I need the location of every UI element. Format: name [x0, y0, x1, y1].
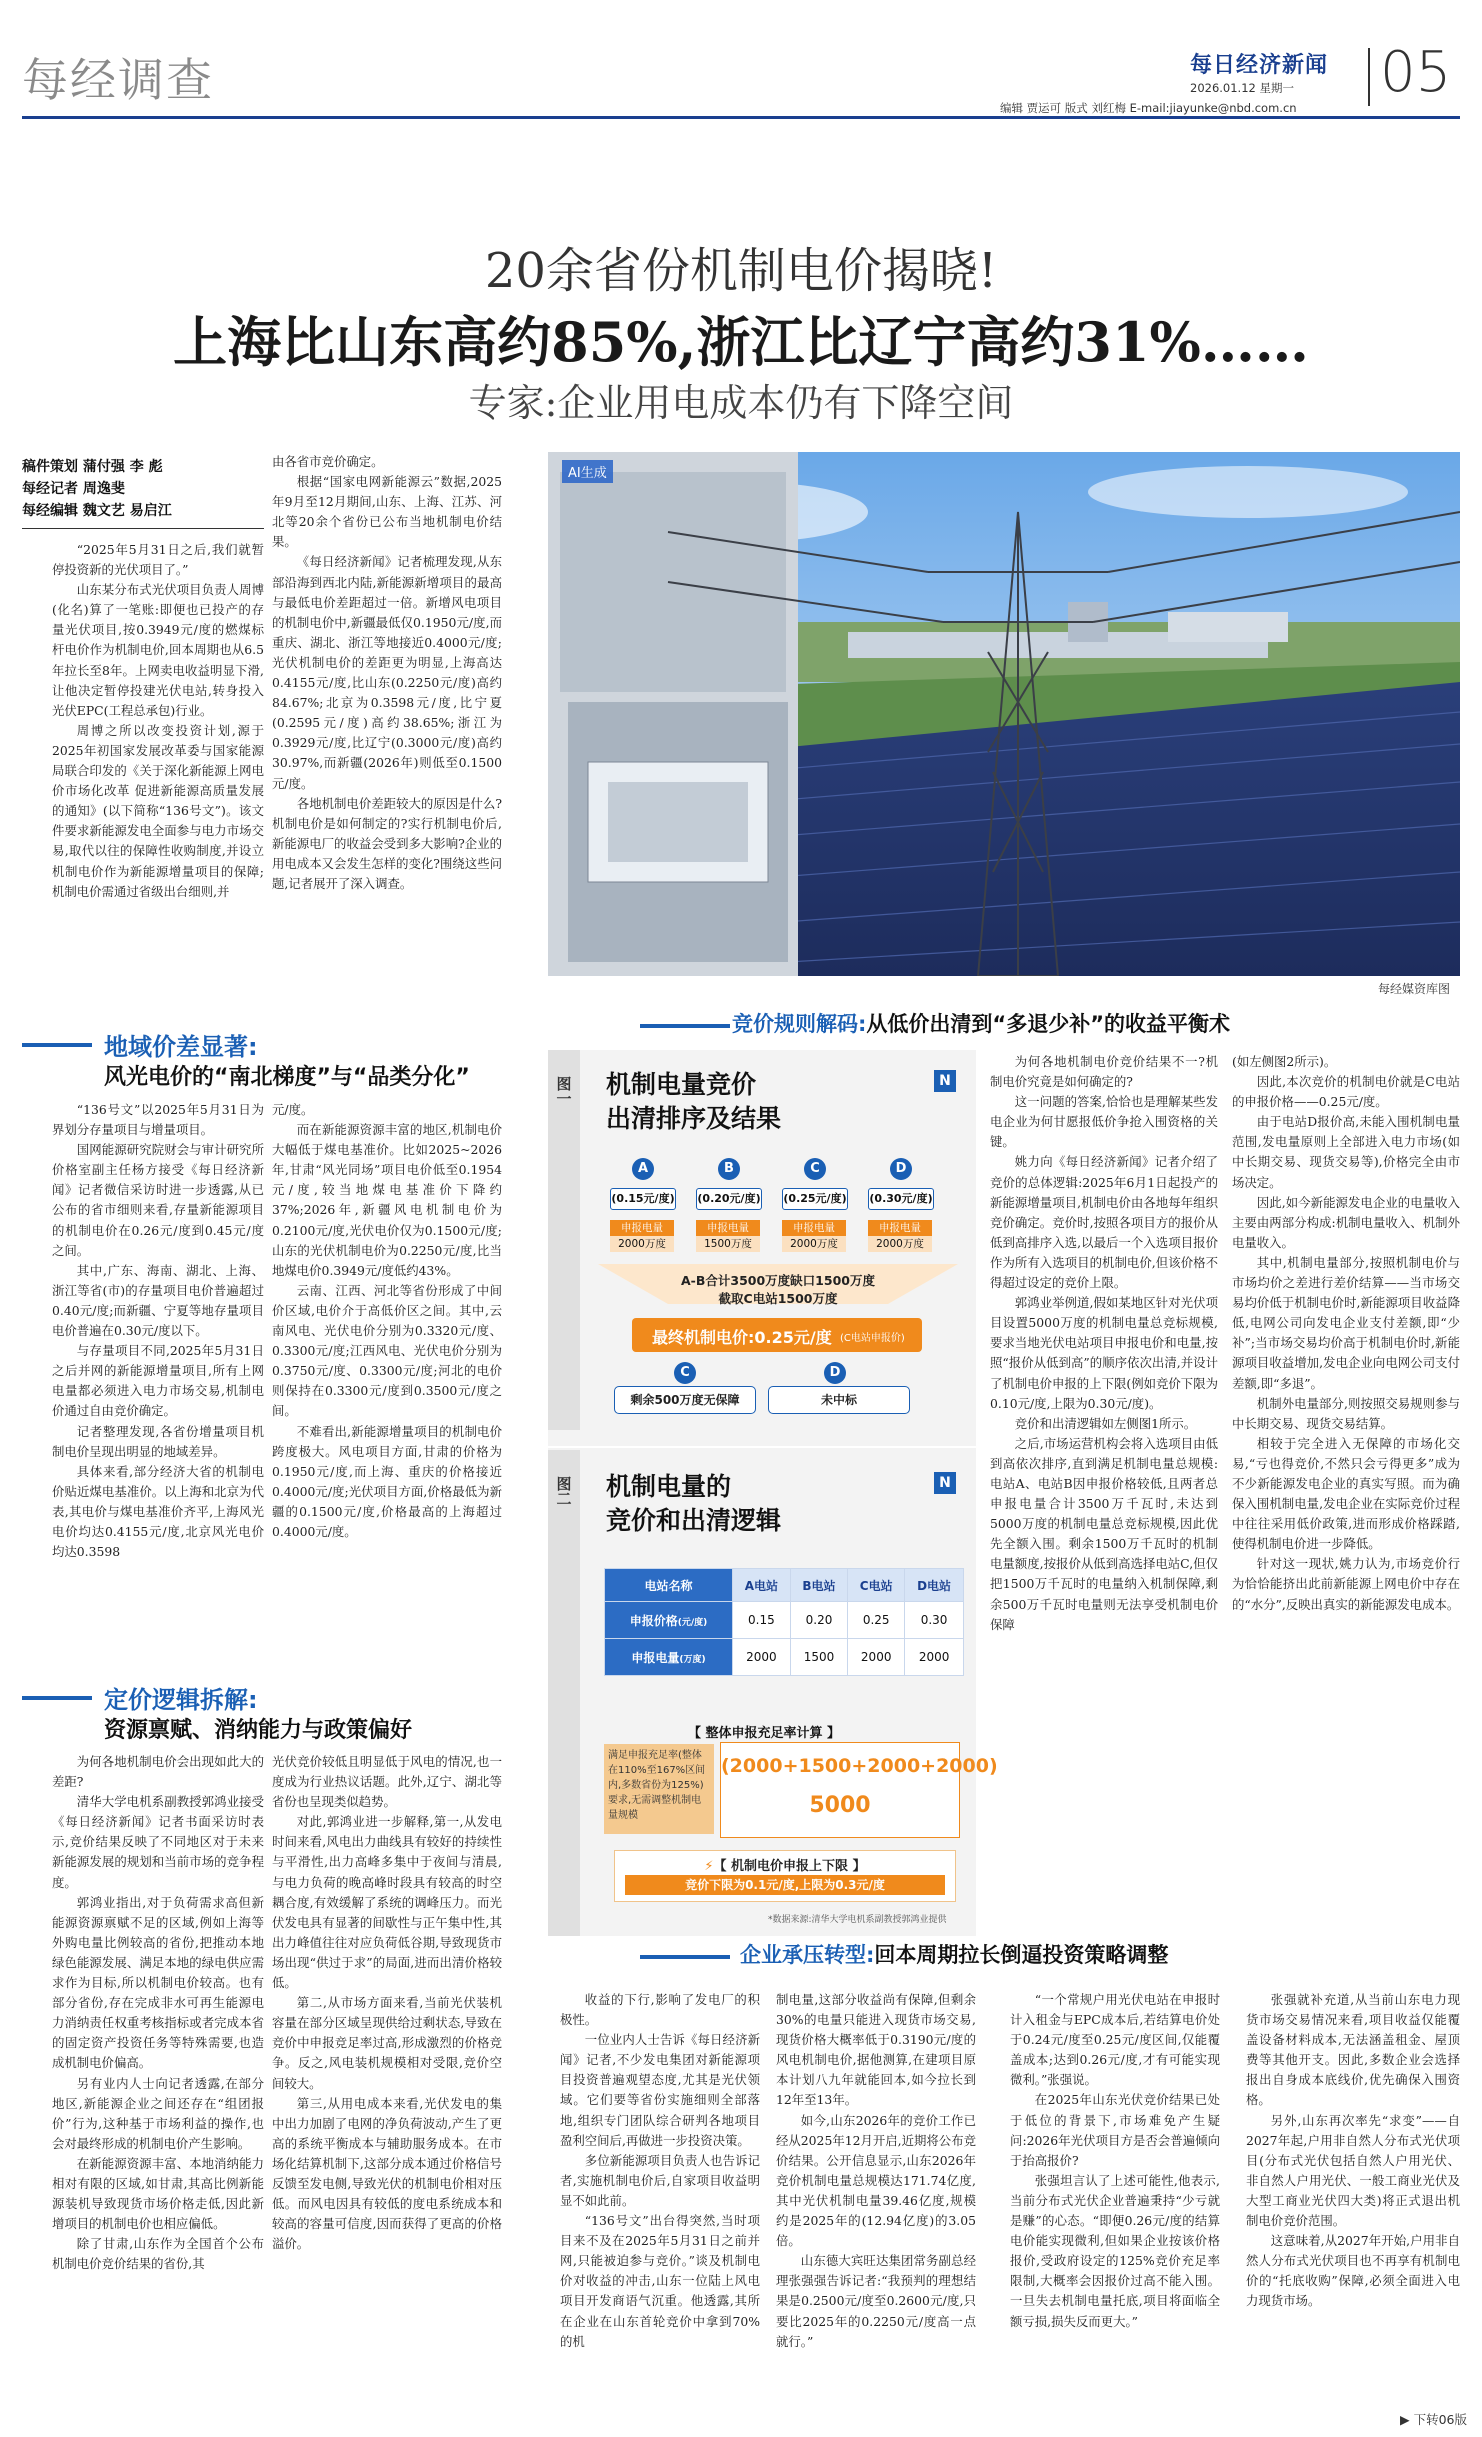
section4-column-1	[560, 1990, 760, 2402]
section-bar	[22, 1043, 92, 1047]
limits-text: 竞价下限为0.1元/度,上限为0.3元/度	[625, 1875, 945, 1895]
paragraph: 这一问题的答案,恰恰也是理解某些发电企业为何甘愿报低价争抢入围资格的关键。	[990, 1094, 1218, 1150]
section-bar	[640, 1955, 730, 1959]
paragraph: 姚力向《每日经济新闻》记者介绍了竞价的总体逻辑:2025年6月1日起投产的新能源增量项目,机制电价由各地每年组织竞价确定。竞价时,按照各项目方的报价从低到高排序入选,以最后一个入选项目报价作为所有入选项目的机制电价,但该价格不得超过设定的竞价上限。	[990, 1154, 1218, 1291]
paragraph: “2025年5月31日之后,我们就暂停投资新的光伏项目了。”	[52, 542, 264, 578]
paragraph: 因此,本次竞价的机制电价就是C电站的申报价格——0.25元/度。	[1232, 1074, 1460, 1110]
station-badge: C	[804, 1158, 826, 1180]
issue-date: 2026.01.12 星期一	[1190, 81, 1294, 95]
calc-total: 5000	[809, 1793, 871, 1818]
row-label: 申报电量(万度)	[605, 1639, 733, 1676]
credit-planning: 稿件策划 蒲付强 李 彪	[22, 459, 163, 475]
infographic	[548, 1050, 998, 1936]
table-header: B电站	[790, 1569, 847, 1602]
paragraph: 根据“国家电网新能源云”数据,2025年9月至12月期间,山东、上海、江苏、河北等20余个省份已公布当地机制电价结果。	[272, 474, 502, 550]
headline-subtitle: 专家:企业用电成本仍有下降空间	[468, 381, 1014, 425]
figure1-title: 机制电量竞价 出清排序及结果	[606, 1070, 782, 1133]
section4-column-4	[1246, 1990, 1460, 2402]
credit-rule	[22, 528, 264, 529]
funnel-summary: A-B合计3500万度缺口1500万度 截取C电站1500万度	[681, 1273, 875, 1306]
station-volume: 2000万度	[868, 1236, 932, 1252]
table-cell: 2000	[733, 1639, 791, 1676]
station-badge: B	[718, 1158, 740, 1180]
paragraph: “136号文”以2025年5月31日为界划分存量项目与增量项目。	[52, 1102, 264, 1138]
section-bar	[22, 1696, 92, 1700]
paragraph: 元/度。	[272, 1102, 314, 1117]
paragraph: 一位业内人士告诉《每日经济新闻》记者,不少发电集团对新能源项目投资普遍观望态度,尤其是光伏领域。它们要等省份实施细则全部落地,组织专门团队综合研判各地项目盈利空间后,再做进一步投资决策。	[560, 2032, 760, 2148]
section-bar	[640, 1024, 730, 1028]
paragraph: 为何各地机制电价竞价结果不一?机制电价究竟是如何确定的?	[990, 1054, 1218, 1090]
section-heading-3: 竞价规则解码:从低价出清到“多退少补”的收益平衡术	[732, 1012, 1231, 1036]
result-note: (C电站申报价)	[840, 1333, 905, 1344]
station-badge: D	[890, 1158, 912, 1180]
paragraph: 收益的下行,影响了发电厂的积极性。	[560, 1992, 760, 2028]
paragraph: 山东某分布式光伏项目负责人周博(化名)算了一笔账:即便也已投产的存量光伏项目,按0.3949元/度的燃煤标杆电价作为机制电价,回本周期也从6.5年拉长至8年。上网卖电收益明显下滑,让他决定暂停投建光伏电站,转身投入光伏EPC(工程总承包)行业。	[52, 582, 264, 718]
continued-note: ▶ 下转06版	[1400, 2412, 1468, 2427]
table-cell: 0.15	[733, 1602, 791, 1639]
page-number: 05	[1380, 40, 1452, 105]
limits-title: ⚡【 机制电价申报上下限 】	[704, 1859, 866, 1874]
paragraph: 其中,广东、海南、湖北、上海、浙江等省(市)的存量项目电价普遍超过0.40元/度;而新疆、宁夏等地存量项目电价普遍在0.30元/度以下。	[52, 1262, 264, 1339]
station-volume: 2000万度	[610, 1236, 674, 1252]
paragraph: 除了甘肃,山东作为全国首个公布机制电价竞价结果的省份,其	[52, 2236, 264, 2272]
paragraph: 清华大学电机系副教授郭鸿业接受《每日经济新闻》记者书面采访时表示,竞价结果反映了不同地区对于未来新能源发展的规划和当前市场的竞争程度。	[52, 1794, 264, 1890]
paragraph: 山东德大宾旺达集团常务副总经理张强强告诉记者:“我预判的理想结果是0.2500元/度至0.2600元/度,只要比2025年的0.2250元/度高一点就行。”	[776, 2253, 976, 2349]
paragraph: 《每日经济新闻》记者梳理发现,从东部沿海到西北内陆,新能源新增项目的最高与最低电价差距超过一倍。新增风电项目的机制电价中,新疆最低仅0.1950元/度,而重庆、湖北、浙江等地接近0.4000元/度;光伏机制电价的差距更为明显,上海高达0.4155元/度,比山东(0.2250元/度)高约84.67%;北京为0.3598元/度,比宁夏(0.2595元/度)高约38.65%;浙江为0.3929元/度,比辽宁(0.3000元/度)高约30.97%,而新疆(2026年)则低至0.1500元/度。	[272, 554, 502, 791]
paper-name: 每日经济新闻	[1190, 53, 1329, 78]
result-banner	[632, 1318, 922, 1352]
paragraph: 第二,从市场方面来看,当前光伏装机容量在部分区域呈现供给过剩状态,导致在竞价中申报竞足率过高,形成激烈的价格竞争。反之,风电装机规模相对受限,竞价空间较大。	[272, 1995, 502, 2091]
paragraph: (如左侧图2所示)。	[1232, 1054, 1337, 1069]
section1-column-1	[52, 1100, 264, 1592]
section-subheading-1: 风光电价的“南北梯度”与“品类分化”	[104, 1065, 470, 1090]
paragraph: 由于电站D报价高,未能入围机制电量范围,发电量原则上全部进入电力市场(如中长期交易、现货交易等),价格完全由市场决定。	[1232, 1114, 1460, 1190]
lead-column-2	[272, 452, 502, 1002]
paragraph: 国网能源研究院财会与审计研究所价格室副主任杨方接受《每日经济新闻》记者微信采访时进一步透露,从已公布的省市细则来看,存量新能源项目的机制电价在0.26元/度到0.45元/度之间。	[52, 1142, 264, 1258]
paragraph: 不难看出,新能源增量项目的机制电价跨度极大。风电项目方面,甘肃的价格为0.1950元/度,而上海、重庆的价格接近0.4000元/度;光伏项目方面,价格最低为新疆的0.1500元/度,价格最高的上海超过0.4000元/度。	[272, 1423, 502, 1539]
headline-line1: 20余省份机制电价揭晓!	[484, 243, 998, 299]
paragraph: 针对这一现状,姚力认为,市场竞价行为恰恰能挤出此前新能源上网电价中存在的“水分”,反映出真实的新能源发电成本。	[1232, 1556, 1460, 1612]
arrow-right-icon: ▶	[1400, 2412, 1410, 2427]
figure2-title: 机制电量的 竞价和出清逻辑	[606, 1472, 782, 1535]
c-note: 剩余500万度无保障	[614, 1386, 756, 1414]
lead-column-1	[52, 540, 264, 1002]
station-price: (0.25元/度)	[782, 1188, 848, 1210]
table-row	[605, 1602, 964, 1639]
station-label: 申报电量	[782, 1220, 846, 1236]
limits-box	[614, 1850, 956, 1902]
table-cell: 0.30	[905, 1602, 964, 1639]
paragraph: 张强就补充道,从当前山东电力现货市场交易情况来看,项目收益仅能覆盖设备材料成本,无法涵盖租金、屋顶费等其他开支。因此,多数企业会选择报出自身成本底线价,优先确保入围资格。	[1246, 1992, 1460, 2108]
credit-editor: 每经编辑 魏文艺 易启江	[22, 503, 172, 519]
paragraph: 如今,山东2026年的竞价工作已经从2025年12月开启,近期将公布竞价结果。公开信息显示,山东2026年竞价机制电量总规模达171.74亿度,其中光伏机制电量39.46亿度,规模约是2025年的(12.94亿度)的3.05倍。	[776, 2112, 976, 2249]
table-cell: 1500	[790, 1639, 847, 1676]
nbd-logo-icon: N	[934, 1070, 956, 1092]
solar-farm-photo	[548, 452, 1460, 976]
section-heading-2: 定价逻辑拆解:	[104, 1686, 258, 1714]
figure1-tab: 图一	[548, 1050, 580, 1430]
calc-title: 【 整体申报充足率计算 】	[688, 1726, 841, 1741]
paragraph: 第三,从用电成本来看,光伏发电的集中出力加剧了电网的净负荷波动,产生了更高的系统平衡成本与辅助服务成本。在市场化结算机制下,这部分成本通过价格信号反馈至发电侧,导致光伏的机制电价相对压低。而风电因具有较低的度电系统成本和较高的容量可信度,因而获得了更高的价格溢价。	[272, 2095, 502, 2252]
table-header: A电站	[733, 1569, 791, 1602]
paragraph: 机制外电量部分,则按照交易规则参与中长期交易、现货交易结算。	[1232, 1395, 1460, 1431]
paragraph: “136号文”出台得突然,当时项目来不及在2025年5月31日之前并网,只能被迫参与竞价。”谈及机制电价对收益的冲击,山东一位陆上风电项目开发商语气沉重。他透露,其所在企业在山东首轮竞价中拿到70%的机	[560, 2213, 760, 2349]
calc-expression: (2000+1500+2000+2000)	[721, 1755, 998, 1777]
ai-generated-tag: AI生成	[562, 460, 613, 483]
calc-box	[720, 1742, 998, 1838]
paragraph: 张强坦言认了上述可能性,他表示,当前分布式光伏企业普遍秉持“少亏就是赚”的心态。“即便0.26元/度的结算电价能实现微利,但如果企业按该价格报价,受政府设定的125%竞价充足率限制,大概率会因报价过高不能入围。一旦失去机制电量托底,项目将面临全额亏损,损失反而更大。”	[1010, 2172, 1220, 2329]
station-price: (0.15元/度)	[610, 1188, 676, 1210]
nbd-logo-icon: N	[934, 1472, 956, 1494]
section-heading-4: 企业承压转型:回本周期拉长倒逼投资策略调整	[740, 1943, 1169, 1967]
header-rule	[22, 116, 1460, 119]
station-label: 申报电量	[868, 1220, 932, 1236]
station-badge: A	[632, 1158, 654, 1180]
d-note: 未中标	[768, 1386, 910, 1414]
paragraph: 另有业内人士向记者透露,在部分地区,新能源企业之间还存在“组团报价”行为,这种基于市场利益的操作,也会对最终形成的机制电价产生影响。	[52, 2075, 264, 2151]
section1-column-2	[272, 1100, 502, 1592]
row-label: 申报价格(元/度)	[605, 1602, 733, 1639]
paragraph: 具体来看,部分经济大省的机制电价贴近煤电基准价。以上海和北京为代表,其电价与煤电基准价齐平,上海风光电价均达0.4155元/度,北京风光电价均达0.3598	[52, 1463, 264, 1560]
paragraph: 因此,如今新能源发电企业的电量收入主要由两部分构成:机制电量收入、机制外电量收入。	[1232, 1194, 1460, 1250]
paragraph: 与存量项目不同,2025年5月31日之后并网的新能源增量项目,所有上网电量都必须进入电力市场交易,机制电价通过自由竞价确定。	[52, 1343, 264, 1419]
section4-column-2	[776, 1990, 976, 2402]
paragraph: 云南、江西、河北等省份形成了中间价区域,电价介于高低价区之间。其中,云南风电、光伏电价分别为0.3320元/度、0.3300元/度;江西风电、光伏电价分别为0.3750元/度、0.3300元/度;河北的电价则保持在0.3300元/度到0.3500元/度之间。	[272, 1282, 502, 1419]
paragraph: 为何各地机制电价会出现如此大的差距?	[52, 1754, 264, 1790]
section4-column-3	[1010, 1990, 1220, 2402]
section2-column-1	[52, 1752, 264, 2406]
paragraph: 制电量,这部分收益尚有保障,但剩余30%的电量只能进入现货市场交易,现货价格大概率低于0.3190元/度的风电机制电价,据他测算,在建项目原本计划八九年就能回本,如今拉长到12年至13年。	[776, 1992, 976, 2108]
table-row	[605, 1639, 964, 1676]
table-cell: 2000	[848, 1639, 905, 1676]
paragraph: 对此,郭鸿业进一步解释,第一,从发电时间来看,风电出力曲线具有较好的持续性与平滑性,出力高峰多集中于夜间与清晨,与电力负荷的晚高峰时段具有较高的时空耦合度,有效缓解了系统的调峰压力。而光伏发电具有显著的间歇性与正午集中性,其出力峰值往往对应负荷低谷期,导致现货市场出现“供过于求”的局面,进而出清价格较低。	[272, 1814, 502, 1991]
paragraph: 记者整理发现,各省份增量项目机制电价呈现出明显的地域差异。	[52, 1423, 264, 1459]
table-header: C电站	[848, 1569, 905, 1602]
station-volume: 1500万度	[696, 1236, 760, 1252]
section-heading-1: 地域价差显著:	[104, 1033, 258, 1061]
paragraph: 在新能源资源丰富、本地消纳能力相对有限的区域,如甘肃,其高比例新能源装机导致现货市场价格走低,因此新增项目的机制电价也相应偏低。	[52, 2155, 264, 2232]
paragraph: 其中,机制电量部分,按照机制电价与市场均价之差进行差价结算——当市场交易均价低于机制电价时,新能源项目收益降低,电网公司向发电企业支付差额,即“少补”;当市场交易均价高于机制电价时,新能源项目收益增加,发电企业向电网公司支付差额,即“多退”。	[1232, 1254, 1460, 1391]
table-cell: 0.25	[848, 1602, 905, 1639]
table-cell: 2000	[905, 1639, 964, 1676]
section3-column-1	[990, 1052, 1218, 1924]
paragraph: 周博之所以改变投资计划,源于2025年初国家发展改革委与国家能源局联合印发的《关于深化新能源上网电价市场化改革 促进新能源高质量发展的通知》(以下简称“136号文”)。该文件要求新能源发电全面参与电力市场交易,取代以往的保障性收购制度,并设立机制电价作为新能源增量项目的保障;机制电价需通过省级出台细则,并	[52, 722, 264, 899]
paragraph: 在2025年山东光伏竞价结果已处于低位的背景下,市场难免产生疑问:2026年光伏项目方是否会普遍倾向于抬高报价?	[1010, 2092, 1220, 2168]
paragraph: 郭鸿业举例道,假如某地区针对光伏项目设置5000万度的机制电量总竞标规模,要求当地光伏电站项目申报电价和电量,按照“报价从低到高”的顺序依次出清,并设计了机制电价申报的上下限(例如竞价下限为0.10元/度,上限为0.30元/度)。	[990, 1295, 1218, 1411]
data-source: *数据来源:清华大学电机系副教授郭鸿业提供	[768, 1915, 947, 1925]
paragraph: 多位新能源项目负责人也告诉记者,实施机制电价后,自家项目收益明显不如此前。	[560, 2152, 760, 2208]
table-cell: 0.20	[790, 1602, 847, 1639]
figure2-tab: 图二	[548, 1450, 580, 1936]
bid-table	[604, 1568, 964, 1676]
result-text: 最终机制电价:0.25元/度	[652, 1328, 832, 1347]
station-label: 申报电量	[696, 1220, 760, 1236]
photo-caption: 每经媒资库图	[1378, 982, 1451, 996]
section2-column-2	[272, 1752, 502, 2406]
section-title: 每经调查	[22, 53, 214, 107]
figure-divider	[548, 1446, 976, 1448]
section3-column-2	[1232, 1052, 1460, 1924]
paragraph: 各地机制电价差距较大的原因是什么?机制电价是如何制定的?实行机制电价后,新能源电厂的收益会受到多大影响?企业的用电成本又会发生怎样的变化?围绕这些问题,记者展开了深入调查。	[272, 795, 502, 891]
paragraph: 竞价和出清逻辑如左侧图1所示。	[1014, 1415, 1197, 1431]
credit-reporter: 每经记者 周逸斐	[22, 481, 125, 497]
paragraph: 而在新能源资源丰富的地区,机制电价大幅低于煤电基准价。比如2025~2026年,甘肃“风光同场”项目电价低至0.1954元/度,较当地煤电基准价下降约37%;2026年,新疆风电机制电价为0.2100元/度,光伏电价仅为0.1500元/度;山东的光伏机制电价为0.2250元/度,比当地煤电价0.3949元/度低约43%。	[272, 1122, 502, 1278]
paragraph: 郭鸿业指出,对于负荷需求高但新能源资源禀赋不足的区域,例如上海等外购电量比例较高的省份,把推动本地绿色能源发展、满足本地的绿电供应需求作为目标,所以机制电价较高。也有部分省份,存在完成非水可再生能源电力消纳责任权重考核指标或者完成本省的固定资产投资任务等特殊需要,也造成机制电价偏高。	[52, 1894, 264, 2071]
station-badge: D	[824, 1362, 846, 1384]
station-volume: 2000万度	[782, 1236, 846, 1252]
station-badge: C	[674, 1362, 696, 1384]
station-price: (0.20元/度)	[696, 1188, 762, 1210]
section-subheading-2: 资源禀赋、消纳能力与政策偏好	[104, 1718, 413, 1743]
calc-note: 满足申报充足率(整体在110%至167%区间内,多数省份为125%)要求,无需调整机制电量规模	[604, 1744, 714, 1834]
table-header: D电站	[905, 1569, 964, 1602]
paragraph: 光伏竞价较低且明显低于风电的情况,也一度成为行业热议话题。此外,辽宁、湖北等省份也呈现类似趋势。	[272, 1754, 502, 1810]
paragraph: 相较于完全进入无保障的市场化交易,“亏也得竞价,不然只会亏得更多”成为不少新能源发电企业的真实写照。而为确保入围机制电量,发电企业在实际竞价过程中往往采用低价政策,进而形成价格踩踏,使得机制电价进一步降低。	[1232, 1435, 1460, 1552]
station-price: (0.30元/度)	[868, 1188, 934, 1210]
editor-info: 编辑 贾运可 版式 刘红梅 E-mail:jiayunke@nbd.com.cn	[1000, 101, 1297, 115]
station-label: 申报电量	[610, 1220, 674, 1236]
paragraph: “一个常规户用光伏电站在申报时计入租金与EPC成本后,若结算电价处于0.24元/度至0.25元/度区间,仅能覆盖成本;达到0.26元/度,才有可能实现微利。”张强说。	[1010, 1992, 1220, 2088]
header-divider	[1368, 48, 1370, 106]
paragraph: 之后,市场运营机构会将入选项目由低到高依次排序,直到满足机制电量总规模:电站A、电站B因申报价格较低,且两者总申报电量合计3500万千瓦时,未达到5000万度的机制电量总竞标规模,因此优先全额入围。剩余1500万千瓦时的机制电量额度,按报价从低到高选择电站C,但仅把1500万千瓦时的电量纳入机制保障,剩余500万千瓦时电量则无法享受机制电价保障	[990, 1435, 1218, 1632]
table-header: 电站名称	[605, 1569, 733, 1602]
paragraph: 另外,山东再次率先“求变”——自2027年起,户用非自然人分布式光伏项目(分布式光伏包括自然人户用光伏、非自然人户用光伏、一般工商业光伏及大型工商业光伏四大类)将正式退出机制电价竞价范围。	[1246, 2112, 1460, 2229]
paragraph: 这意味着,从2027年开始,户用非自然人分布式光伏项目也不再享有机制电价的“托底收购”保障,必须全面进入电力现货市场。	[1246, 2233, 1460, 2309]
paragraph: 由各省市竞价确定。	[272, 454, 384, 469]
headline-line2: 上海比山东高约85%,浙江比辽宁高约31%……	[173, 310, 1309, 374]
